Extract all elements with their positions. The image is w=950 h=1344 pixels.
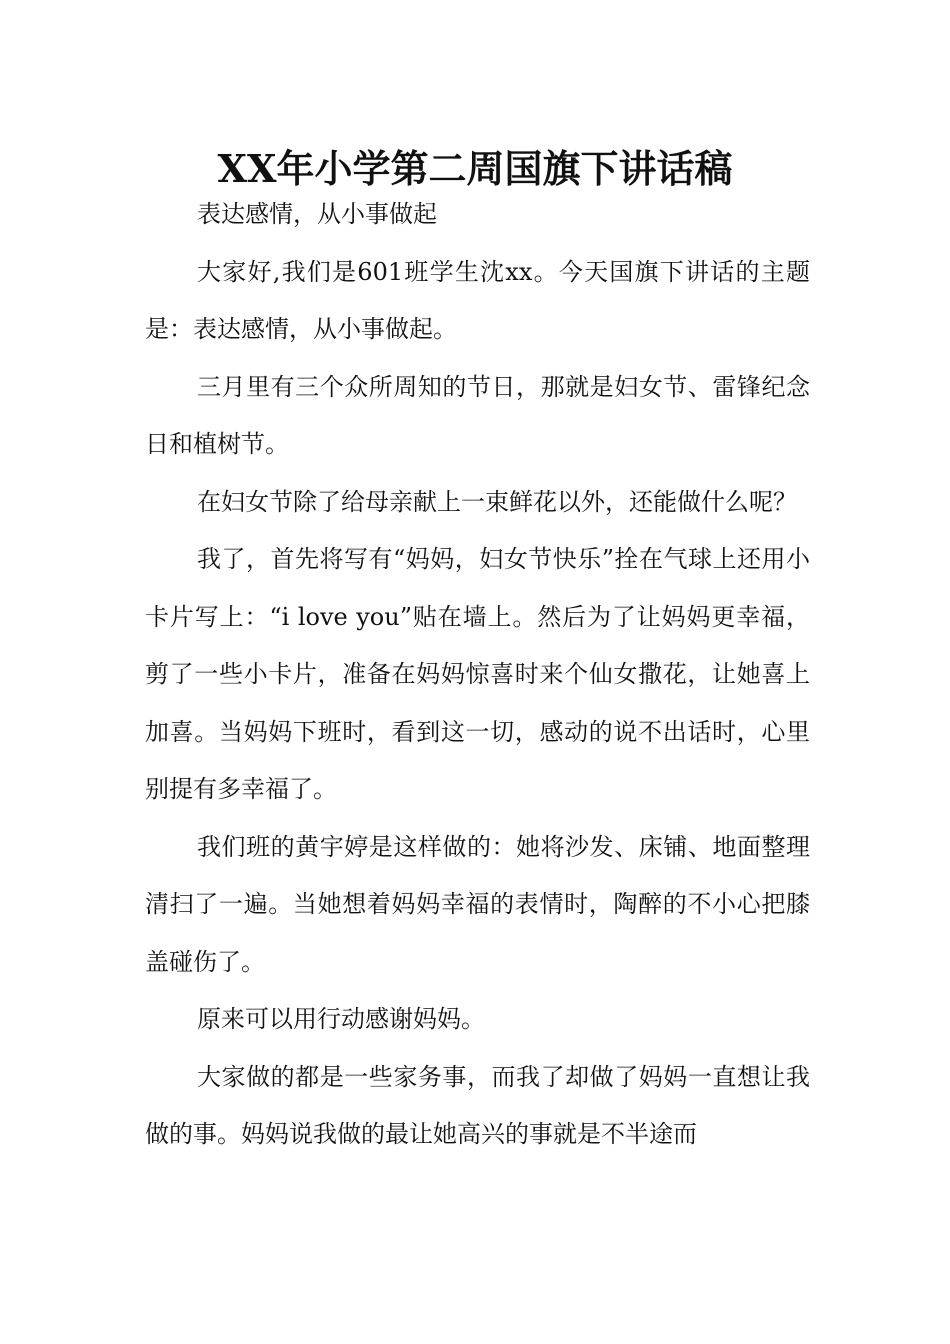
paragraph: 三月里有三个众所周知的节日，那就是妇女节、雷锋纪念日和植树节。 [145,372,810,458]
paragraph: 我们班的黄宇婷是这样做的：她将沙发、床铺、地面整理清扫了一遍。当她想着妈妈幸福的表情时，陶醉的不小心把膝盖碰伤了。 [145,832,810,976]
paragraph: 在妇女节除了给母亲献上一束鲜花以外，还能做什么呢？ [197,487,797,516]
paragraph: 大家做的都是一些家务事，而我了却做了妈妈一直想让我做的事。妈妈说我做的最让她高兴的事就是不半途而 [145,1062,810,1148]
document-title: XX年小学第二周国旗下讲话稿 [217,146,733,192]
paragraph-subtitle: 表达感情，从小事做起 [197,200,437,228]
paragraph: 我了，首先将写有“妈妈，妇女节快乐”拴在气球上还用小卡片写上：“i love you”贴在墙上。然后为了让妈妈更幸福，剪了一些小卡片，准备在妈妈惊喜时来个仙女撒花，让她喜上加喜。当妈妈下班时，看到这一切，感动的说不出话时，心里别提有多幸福了。 [145,545,810,803]
paragraph: 大家好,我们是601班学生沈xx。今天国旗下讲话的主题是：表达感情，从小事做起。 [145,257,810,343]
paragraph: 原来可以用行动感谢妈妈。 [197,1005,485,1033]
document-body [145,186,810,1164]
